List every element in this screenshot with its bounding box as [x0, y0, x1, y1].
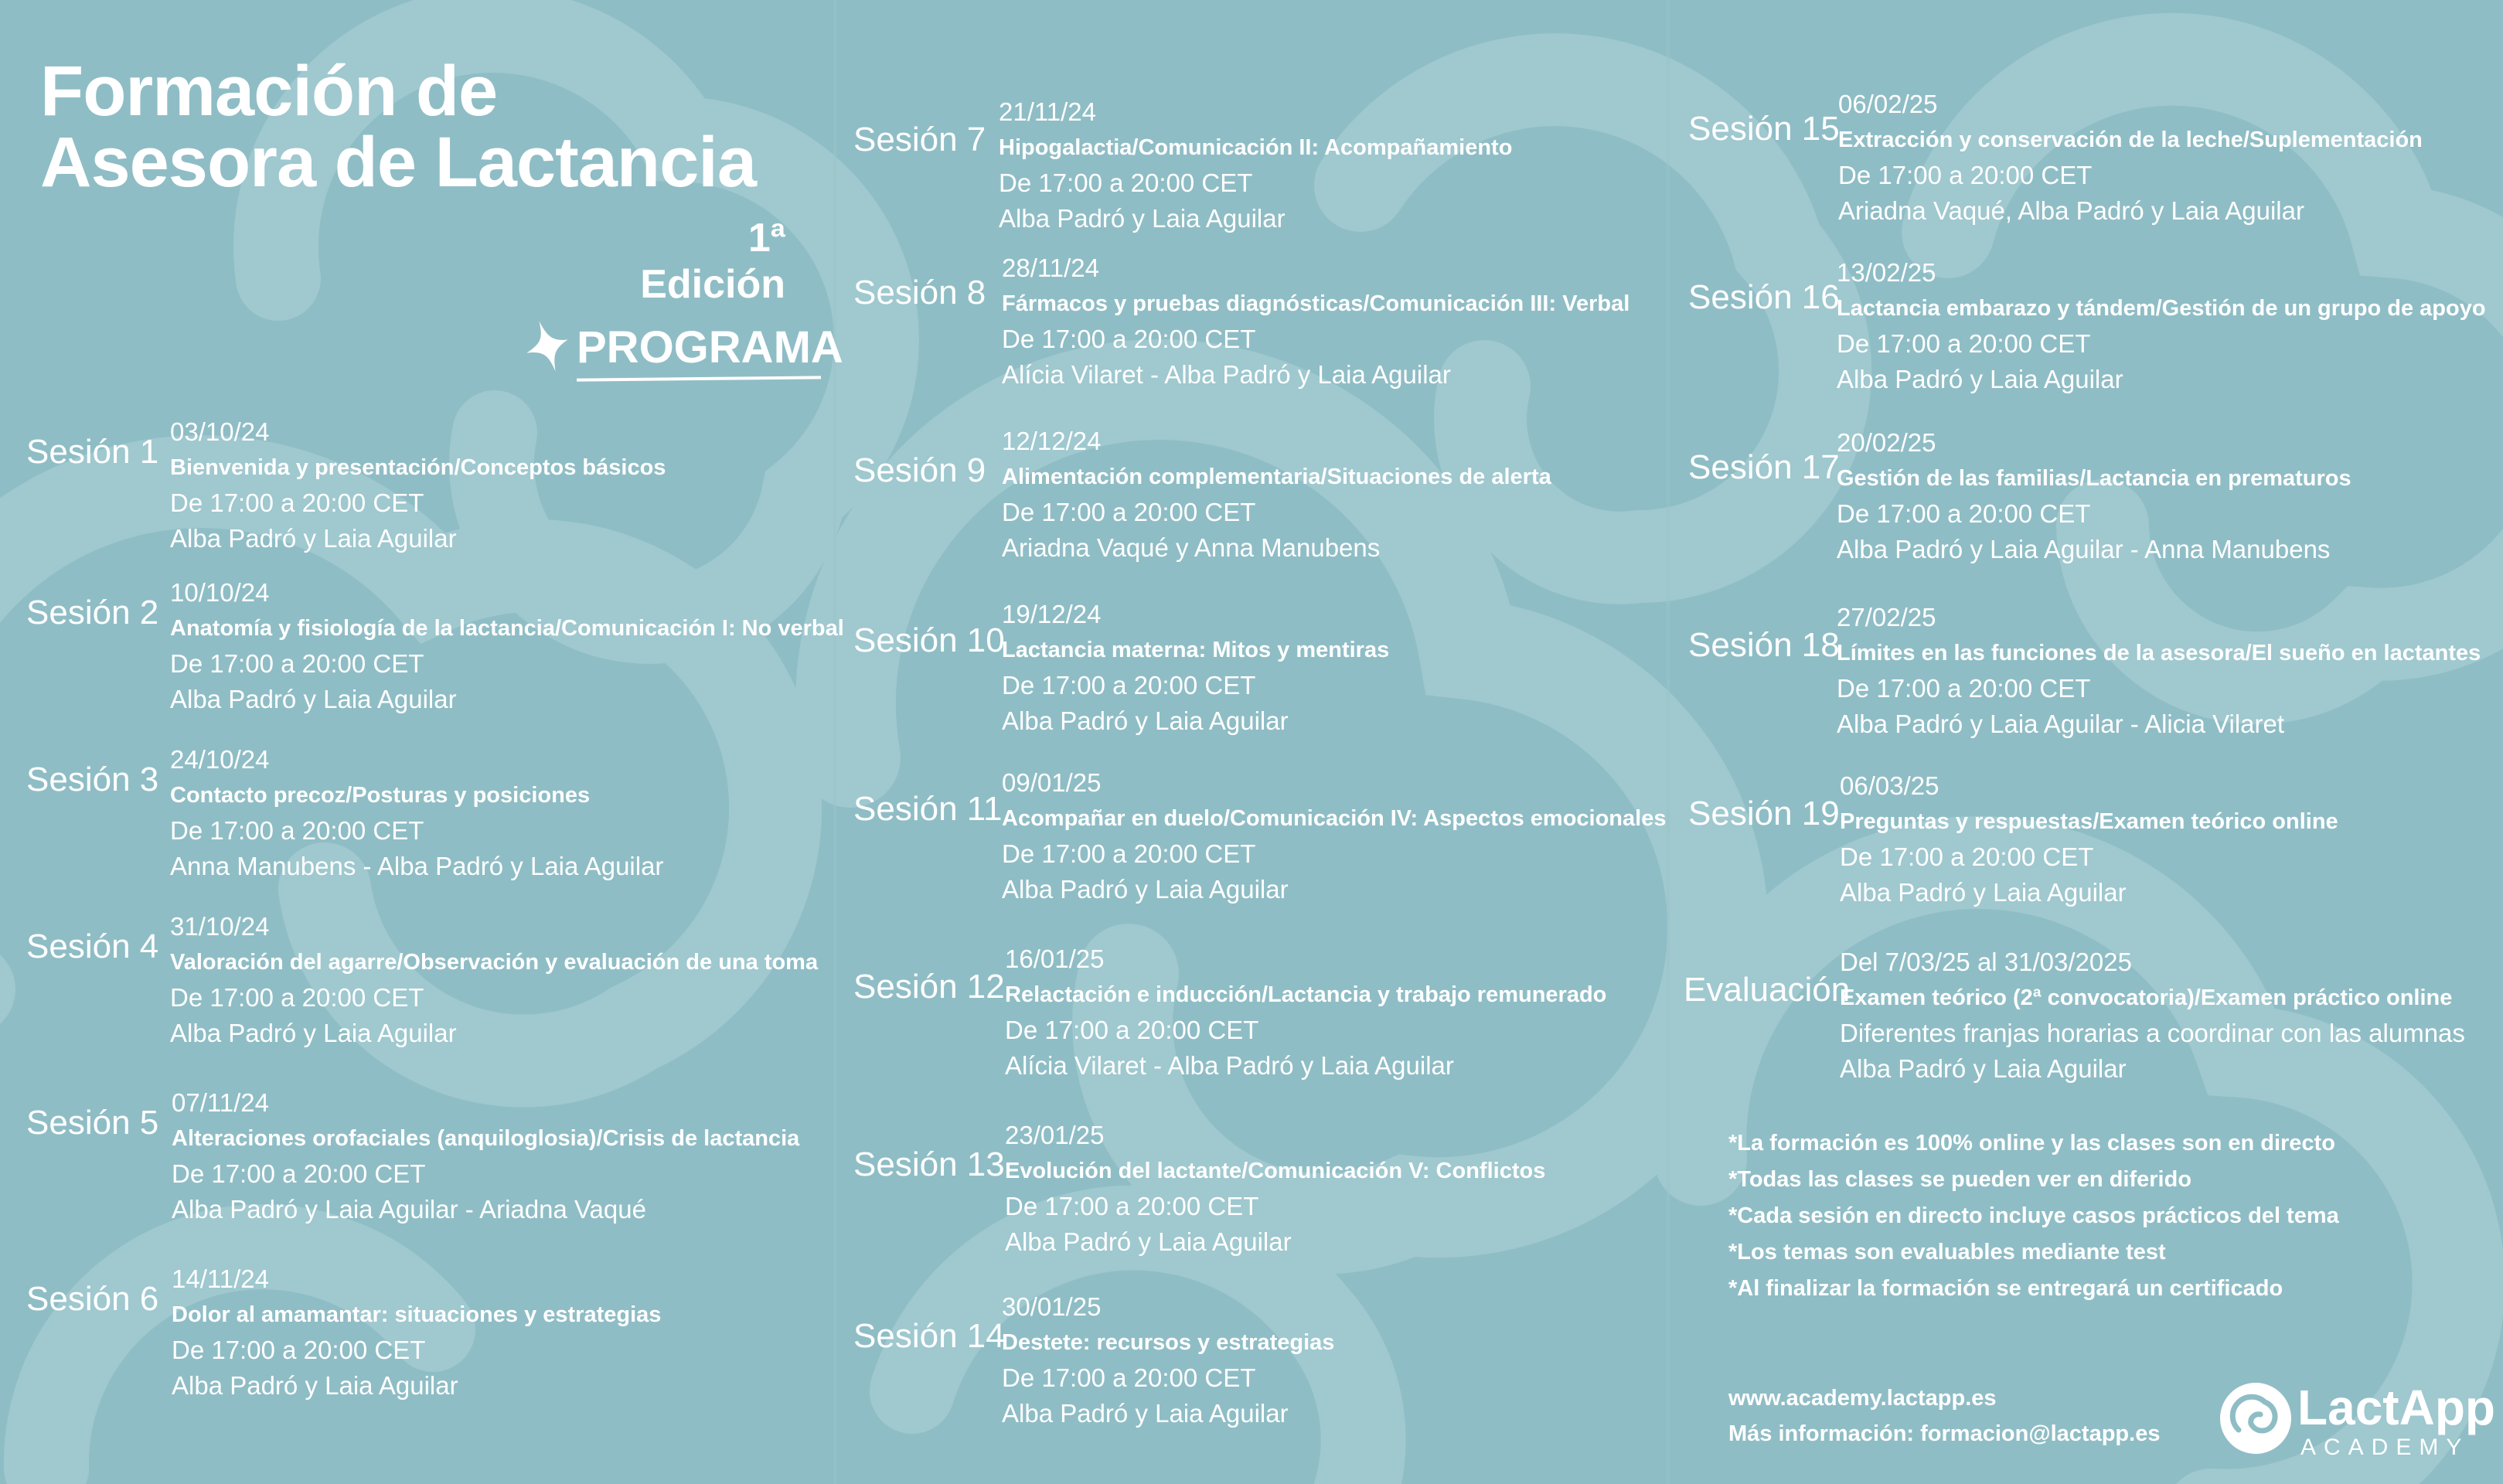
session-time: De 17:00 a 20:00 CET — [1002, 1363, 1256, 1392]
logo-name: LactApp — [2297, 1380, 2495, 1435]
session-name: Evaluación — [1684, 971, 1851, 1009]
session-teachers: Alba Padró y Laia Aguilar — [1837, 365, 2123, 393]
session-date: 06/02/25 — [1838, 90, 1938, 118]
session-name: Sesión 2 — [26, 594, 159, 631]
session-time: De 17:00 a 20:00 CET — [1840, 842, 2094, 871]
session-time: De 17:00 a 20:00 CET — [170, 488, 424, 517]
session-teachers: Alba Padró y Laia Aguilar - Ariadna Vaqué — [172, 1195, 646, 1224]
session-topic: Fármacos y pruebas diagnósticas/Comunicación III: Verbal — [1002, 291, 1630, 316]
session-topic: Alteraciones orofaciales (anquiloglosia)/Crisis de lactancia — [172, 1126, 800, 1151]
session-date: 12/12/24 — [1002, 427, 1102, 455]
session-name: Sesión 16 — [1688, 278, 1840, 316]
title-line-2: Asesora de Lactancia — [40, 123, 757, 202]
logo-subtitle: ACADEMY — [2300, 1435, 2470, 1460]
session-topic: Hipogalactia/Comunicación II: Acompañamiento — [999, 135, 1513, 160]
session-date: Del 7/03/25 al 31/03/2025 — [1840, 948, 2132, 976]
session-name: Sesión 8 — [853, 274, 986, 311]
programa-label: PROGRAMA — [577, 322, 843, 373]
session-teachers: Alícia Vilaret - Alba Padró y Laia Aguilar — [1002, 360, 1451, 389]
session-topic: Contacto precoz/Posturas y posiciones — [170, 783, 591, 808]
session-topic: Preguntas y respuestas/Examen teórico online — [1840, 809, 2338, 834]
session-time: De 17:00 a 20:00 CET — [172, 1159, 426, 1188]
session-teachers: Alba Padró y Laia Aguilar - Alicia Vilaret — [1837, 710, 2285, 738]
session-time: De 17:00 a 20:00 CET — [170, 649, 424, 678]
note-item: *La formación es 100% online y las clases son en directo — [1728, 1131, 2335, 1156]
session-teachers: Alba Padró y Laia Aguilar — [1005, 1227, 1292, 1256]
session-name: Sesión 13 — [853, 1145, 1005, 1183]
programa-heading — [519, 317, 843, 386]
session-time: De 17:00 a 20:00 CET — [1005, 1192, 1259, 1220]
session-topic: Lactancia materna: Mitos y mentiras — [1002, 638, 1390, 662]
session-teachers: Alba Padró y Laia Aguilar — [999, 204, 1286, 233]
session-name: Sesión 3 — [26, 761, 159, 798]
note-item: *Todas las clases se pueden ver en diferido — [1728, 1167, 2192, 1192]
note-item: *Los temas son evaluables mediante test — [1728, 1240, 2166, 1264]
session-time: De 17:00 a 20:00 CET — [170, 816, 424, 845]
session-time: De 17:00 a 20:00 CET — [1002, 839, 1256, 868]
session-topic: Límites en las funciones de la asesora/El sueño en lactantes — [1837, 641, 2481, 665]
session-teachers: Alba Padró y Laia Aguilar — [1840, 1054, 2127, 1083]
session-name: Sesión 10 — [853, 621, 1005, 659]
contact-email[interactable]: Más información: formacion@lactapp.es — [1728, 1421, 2161, 1446]
session-topic: Anatomía y fisiología de la lactancia/Comunicación I: No verbal — [170, 616, 844, 641]
session-topic: Evolución del lactante/Comunicación V: Conflictos — [1005, 1159, 1546, 1183]
lactapp-logo — [2217, 1376, 2495, 1461]
session-date: 10/10/24 — [170, 578, 270, 607]
session-date: 03/10/24 — [170, 417, 270, 446]
session-date: 19/12/24 — [1002, 600, 1102, 628]
session-name: Sesión 15 — [1688, 110, 1840, 148]
session-time: De 17:00 a 20:00 CET — [1838, 161, 2093, 189]
session-name: Sesión 1 — [26, 433, 159, 471]
edition-label: 1ª Edición — [640, 216, 785, 307]
session-time: De 17:00 a 20:00 CET — [1837, 499, 2091, 528]
session-name: Sesión 18 — [1688, 626, 1840, 664]
session-date: 21/11/24 — [999, 97, 1097, 126]
session-topic: Alimentación complementaria/Situaciones de alerta — [1002, 465, 1551, 489]
session-date: 24/10/24 — [170, 745, 270, 774]
notes-list — [1728, 1125, 2339, 1307]
session-teachers: Ariadna Vaqué y Anna Manubens — [1002, 533, 1381, 562]
session-time: Diferentes franjas horarias a coordinar con las alumnas — [1840, 1019, 2465, 1047]
session-teachers: Ariadna Vaqué, Alba Padró y Laia Aguilar — [1838, 196, 2304, 225]
session-topic: Gestión de las familias/Lactancia en prematuros — [1837, 466, 2351, 491]
session-topic: Examen teórico (2ª convocatoria)/Examen práctico online — [1840, 985, 2453, 1010]
session-date: 30/01/25 — [1002, 1292, 1102, 1321]
session-topic: Relactación e inducción/Lactancia y trabajo remunerado — [1005, 982, 1607, 1007]
session-topic: Acompañar en duelo/Comunicación IV: Aspectos emocionales — [1002, 806, 1667, 831]
session-topic: Destete: recursos y estrategias — [1002, 1330, 1335, 1355]
sparkle-icon — [519, 318, 570, 374]
session-date: 27/02/25 — [1837, 603, 1936, 631]
session-topic: Lactancia embarazo y tándem/Gestión de un grupo de apoyo — [1837, 296, 2486, 321]
session-time: De 17:00 a 20:00 CET — [1837, 329, 2091, 358]
session-time: De 17:00 a 20:00 CET — [1837, 674, 2091, 703]
session-date: 28/11/24 — [1002, 254, 1100, 282]
note-item: *Cada sesión en directo incluye casos prácticos del tema — [1728, 1203, 2339, 1228]
session-teachers: Alba Padró y Laia Aguilar — [1002, 875, 1289, 904]
title-line-1: Formación de — [40, 52, 498, 131]
session-teachers: Alba Padró y Laia Aguilar - Anna Manubens — [1837, 535, 2331, 563]
session-date: 16/01/25 — [1005, 945, 1105, 973]
session-date: 06/03/25 — [1840, 771, 1939, 800]
session-date: 14/11/24 — [172, 1264, 270, 1293]
session-topic: Valoración del agarre/Observación y evaluación de una toma — [170, 950, 819, 975]
session-teachers: Alba Padró y Laia Aguilar — [172, 1371, 458, 1400]
session-topic: Dolor al amamantar: situaciones y estrategias — [172, 1302, 662, 1327]
session-time: De 17:00 a 20:00 CET — [1002, 671, 1256, 699]
session-date: 20/02/25 — [1837, 428, 1936, 457]
session-name: Sesión 19 — [1688, 795, 1840, 832]
session-time: De 17:00 a 20:00 CET — [1002, 498, 1256, 526]
session-name: Sesión 6 — [26, 1280, 159, 1318]
session-teachers: Alba Padró y Laia Aguilar — [1002, 1399, 1289, 1428]
session-name: Sesión 14 — [853, 1317, 1005, 1355]
footer-links — [1728, 1380, 2160, 1452]
session-teachers: Alícia Vilaret - Alba Padró y Laia Aguilar — [1005, 1051, 1454, 1080]
session-time: De 17:00 a 20:00 CET — [1002, 325, 1256, 353]
session-date: 07/11/24 — [172, 1088, 270, 1117]
session-name: Sesión 12 — [853, 968, 1005, 1006]
session-date: 13/02/25 — [1837, 258, 1936, 287]
session-teachers: Alba Padró y Laia Aguilar — [170, 1019, 457, 1047]
session-teachers: Alba Padró y Laia Aguilar — [170, 685, 457, 713]
session-time: De 17:00 a 20:00 CET — [1005, 1016, 1259, 1044]
session-teachers: Alba Padró y Laia Aguilar — [1840, 878, 2127, 907]
session-name: Sesión 11 — [853, 790, 1003, 828]
lactapp-spiral-icon — [2217, 1376, 2294, 1461]
session-time: De 17:00 a 20:00 CET — [170, 983, 424, 1012]
session-name: Sesión 17 — [1688, 448, 1840, 486]
website-link[interactable]: www.academy.lactapp.es — [1728, 1386, 1997, 1411]
session-teachers: Alba Padró y Laia Aguilar — [170, 524, 457, 553]
session-topic: Bienvenida y presentación/Conceptos básicos — [170, 455, 666, 480]
session-teachers: Anna Manubens - Alba Padró y Laia Aguilar — [170, 852, 664, 880]
session-topic: Extracción y conservación de la leche/Suplementación — [1838, 128, 2423, 152]
session-name: Sesión 9 — [853, 451, 986, 489]
programa-underline — [577, 376, 821, 381]
session-time: De 17:00 a 20:00 CET — [172, 1336, 426, 1364]
session-teachers: Alba Padró y Laia Aguilar — [1002, 706, 1289, 735]
session-date: 09/01/25 — [1002, 768, 1102, 797]
session-name: Sesión 4 — [26, 928, 159, 965]
session-time: De 17:00 a 20:00 CET — [999, 168, 1253, 197]
session-name: Sesión 5 — [26, 1104, 159, 1142]
session-name: Sesión 7 — [853, 121, 986, 158]
note-item: *Al finalizar la formación se entregará un certificado — [1728, 1276, 2283, 1301]
session-date: 23/01/25 — [1005, 1121, 1105, 1149]
page-title — [40, 52, 757, 202]
session-date: 31/10/24 — [170, 912, 270, 941]
